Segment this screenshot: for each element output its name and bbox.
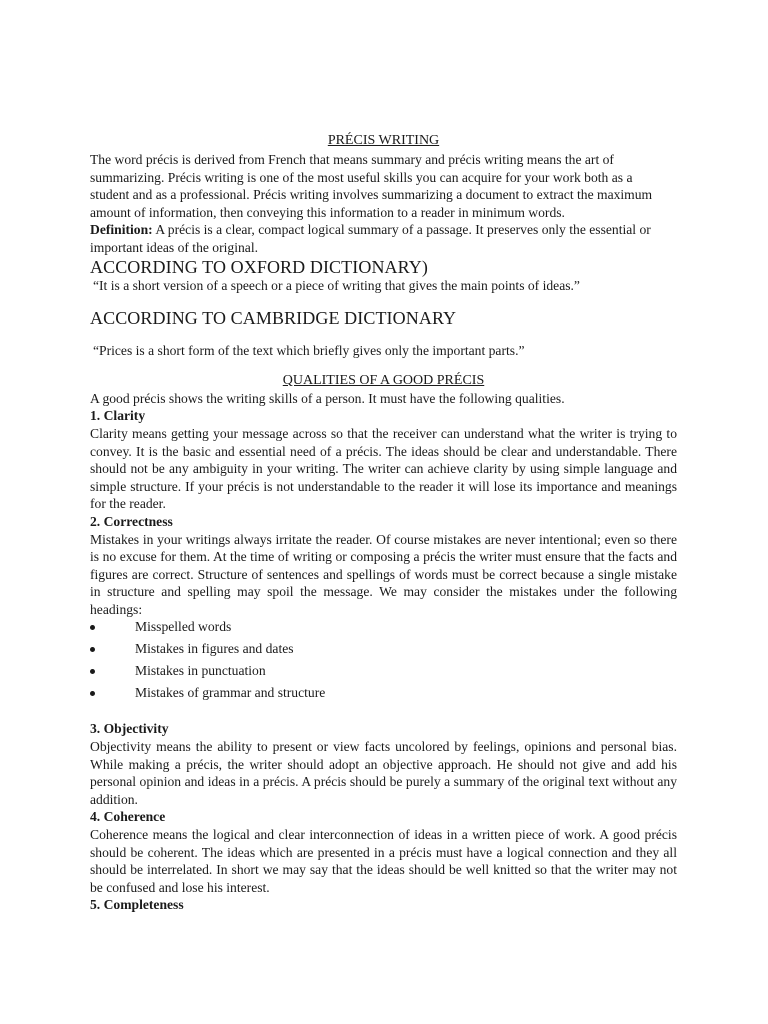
mistakes-list xyxy=(90,618,677,706)
intro-paragraph: The word précis is derived from French that means summary and précis writing means the art of summarizing. Précis writing is one of the most useful skills you can acquire for your work both as a student and as a professional. Précis writing involves summarizing a document to extract the maximum amount of information, then conveying this information to a reader in minimum words. xyxy=(90,152,653,220)
coherence-heading: 4. Coherence xyxy=(90,809,166,825)
bullet-icon xyxy=(90,625,95,630)
list-item xyxy=(90,684,677,706)
objectivity-heading: 3. Objectivity xyxy=(90,721,169,737)
oxford-heading: ACCORDING TO OXFORD DICTIONARY) xyxy=(90,256,428,277)
definition-paragraph xyxy=(90,221,677,256)
bullet-icon xyxy=(90,669,95,674)
definition-text: A précis is a clear, compact logical summary of a passage. It preserves only the essential or important ideas of the original. xyxy=(90,222,651,255)
bullet-icon xyxy=(90,647,95,652)
clarity-heading: 1. Clarity xyxy=(90,408,146,424)
list-item xyxy=(90,662,677,684)
document-title: PRÉCIS WRITING xyxy=(327,133,440,148)
list-item-text: Mistakes of grammar and structure xyxy=(135,685,326,701)
list-item-text: Misspelled words xyxy=(135,619,232,635)
clarity-text: Clarity means getting your message across so that the receiver can understand what the writer is trying to convey. It is the basic and essential need of a précis. The ideas should be clear and understandable. There should not be any ambiguity in your writing. The writer can achieve clarity by using simple language and simple structure. If your précis is not understandable to the reader it will lose its importance and meanings for the reader. xyxy=(90,425,677,512)
correctness-text: Mistakes in your writings always irritate the reader. Of course mistakes are never intentional; even so there is no excuse for them. At the time of writing or composing a précis the writer must ensure that the facts and figures are correct. Structure of sentences and spellings of words must be correct because a single mistake in structure and spelling may spoil the message. We may consider the mistakes under the following headings: xyxy=(90,531,677,617)
document-page xyxy=(90,132,677,914)
oxford-quote: “It is a short version of a speech or a piece of writing that gives the main points of ideas.” xyxy=(93,277,580,293)
completeness-heading: 5. Completeness xyxy=(90,897,184,913)
cambridge-quote: “Prices is a short form of the text which briefly gives only the important parts.” xyxy=(93,343,525,359)
list-item-text: Mistakes in punctuation xyxy=(135,663,266,679)
coherence-text: Coherence means the logical and clear interconnection of ideas in a written piece of work. A good précis should be coherent. The ideas which are presented in a précis must have a logical connection and they all should be interrelated. In short we may say that the ideas should be well knitted so that the writer may not be confused and lose his interest. xyxy=(90,827,677,895)
qualities-title: QUALITIES OF A GOOD PRÉCIS xyxy=(282,372,485,388)
definition-label: Definition: xyxy=(90,222,153,238)
list-item-text: Mistakes in figures and dates xyxy=(135,641,294,657)
list-item xyxy=(90,618,677,640)
bullet-icon xyxy=(90,691,95,696)
qualities-intro: A good précis shows the writing skills of a person. It must have the following qualities. xyxy=(90,390,565,406)
list-item xyxy=(90,640,677,662)
correctness-heading: 2. Correctness xyxy=(90,513,173,529)
cambridge-heading: ACCORDING TO CAMBRIDGE DICTIONARY xyxy=(90,308,457,329)
objectivity-text: Objectivity means the ability to present or view facts uncolored by feelings, opinions and personal bias. While making a précis, the writer should adopt an objective approach. He should not give and add his personal opinion and ideas in a précis. A précis should be purely a summary of the original text without any addition. xyxy=(90,739,677,807)
